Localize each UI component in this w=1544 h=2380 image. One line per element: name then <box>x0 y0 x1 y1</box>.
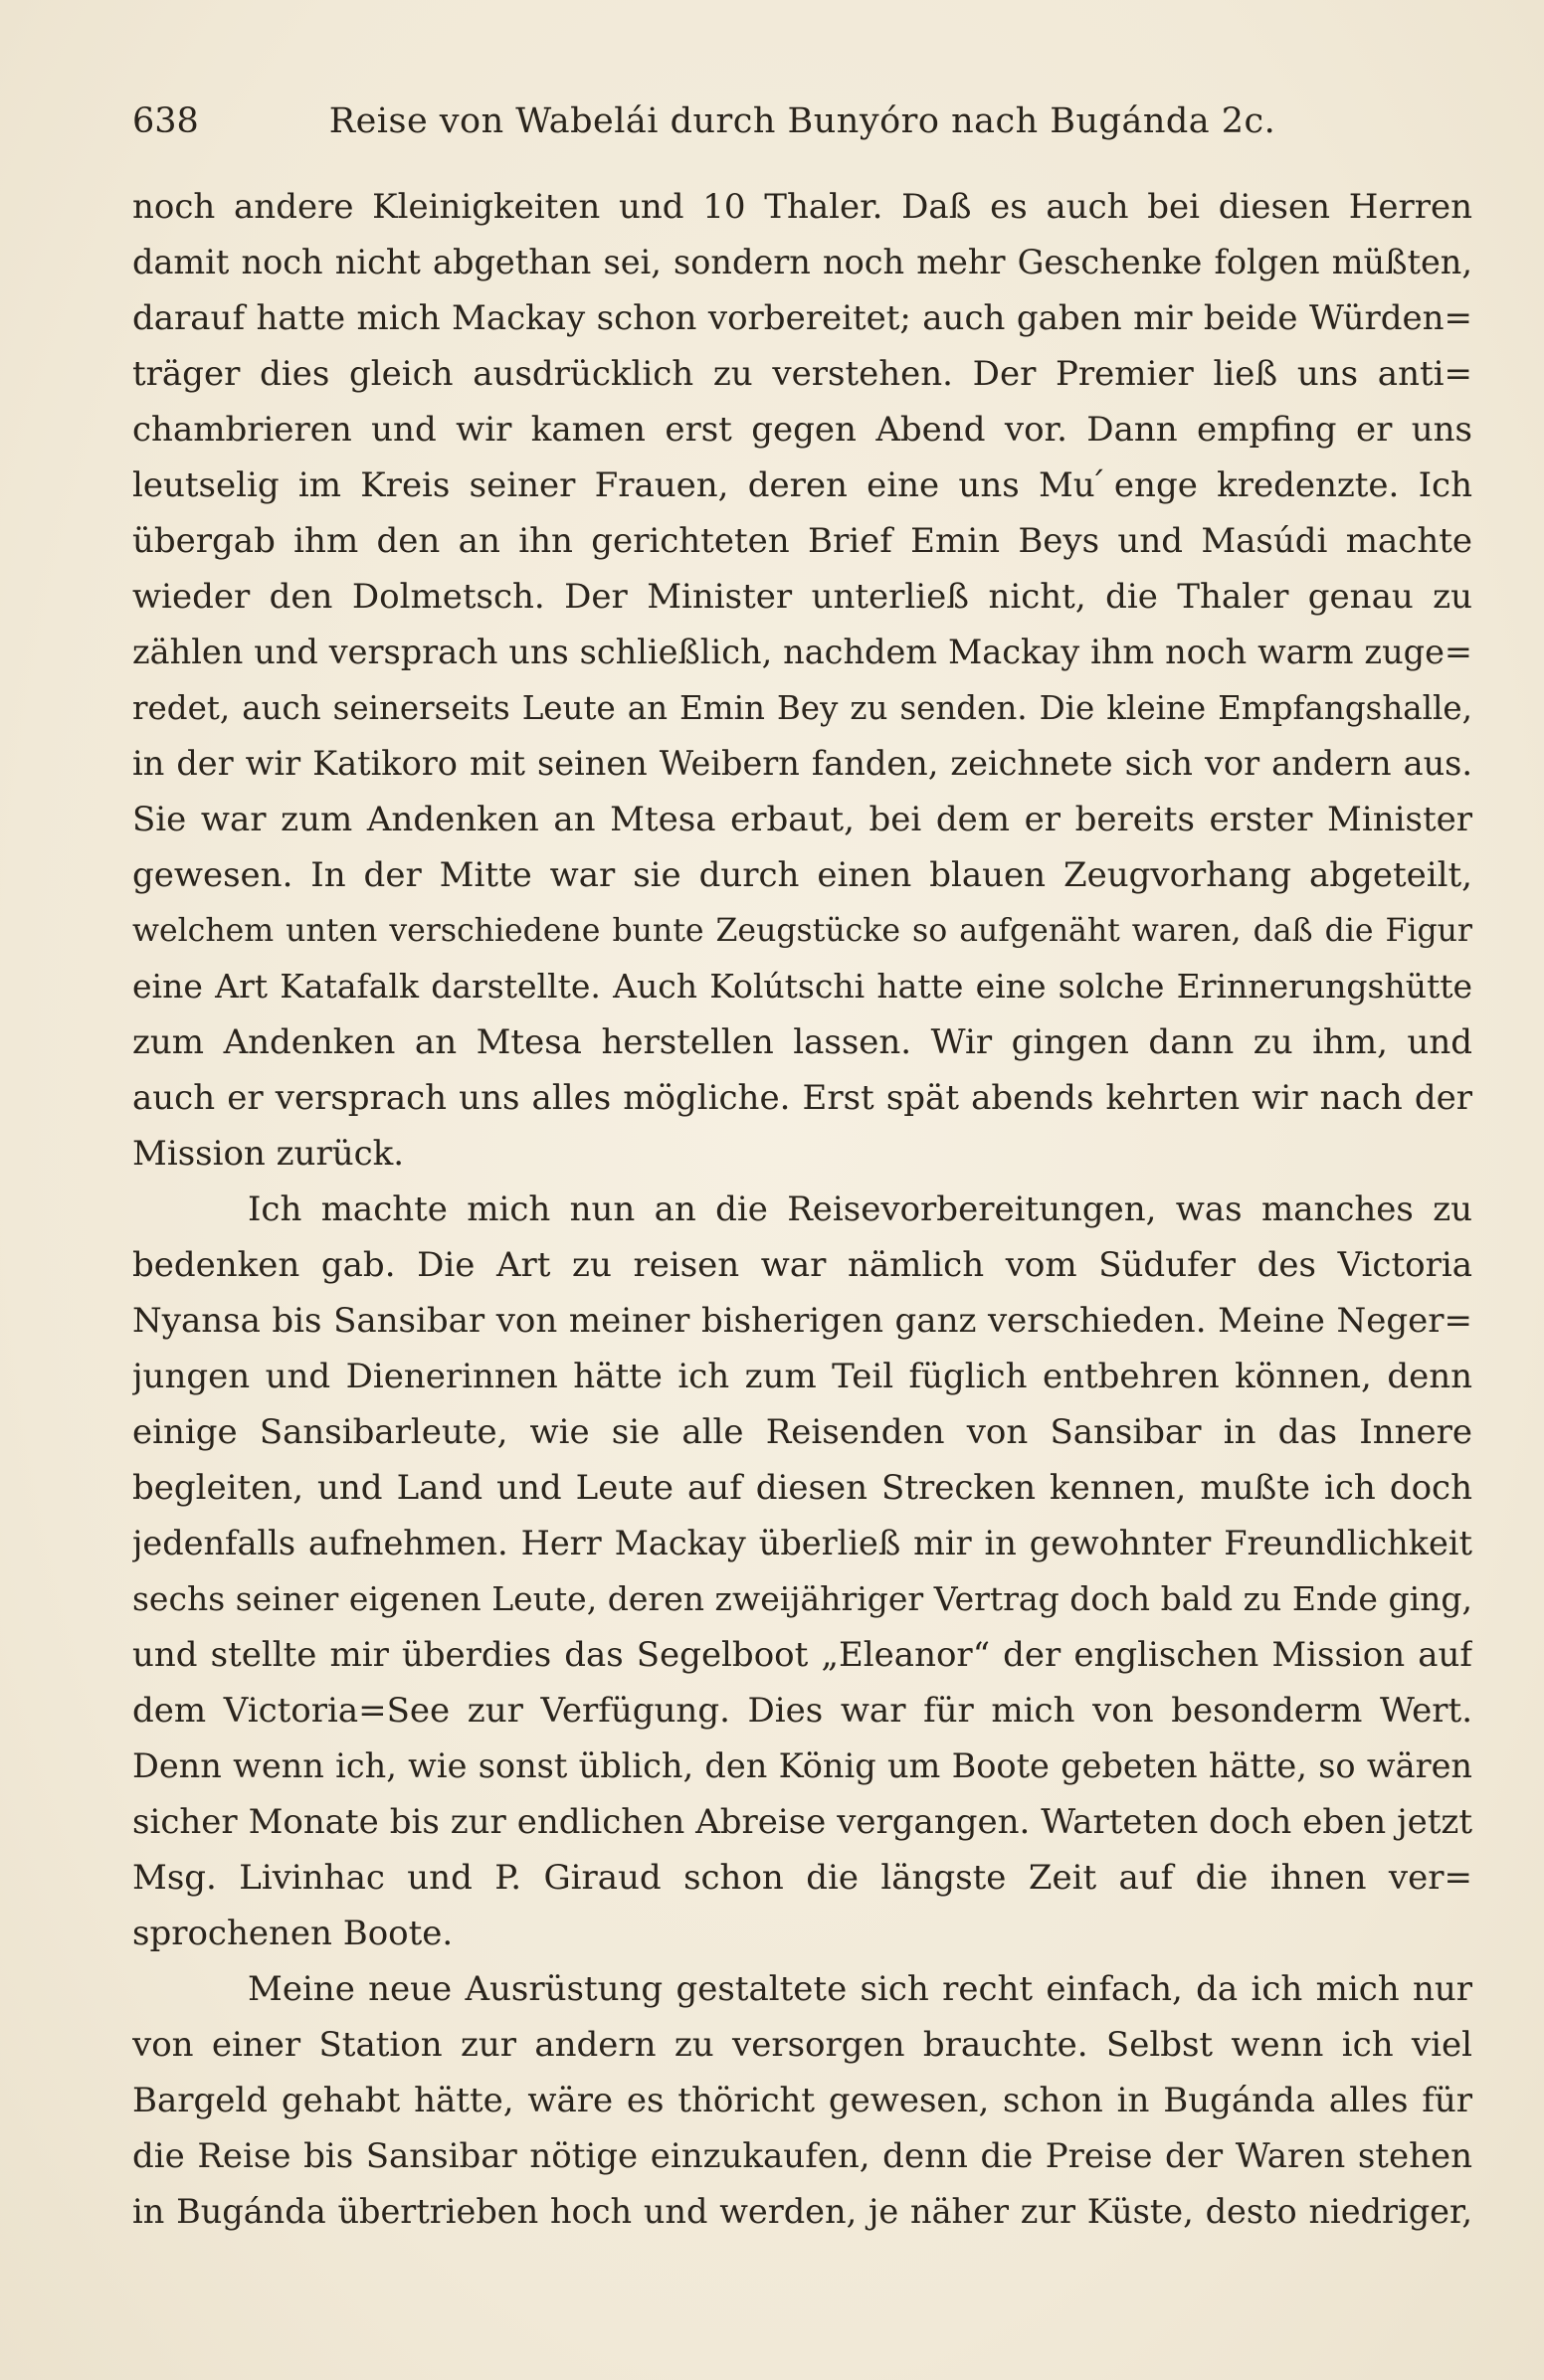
text-line: damit noch nicht abgethan sei, sondern noch mehr Geschenke folgen müßten, <box>132 243 1472 281</box>
text-line: und stellte mir überdies das Segelboot „Eleanor“ der englischen Mission auf <box>132 1635 1472 1675</box>
text-line: redet, auch seinerseits Leute an Emin Bey zu senden. Die kleine Empfangshalle, <box>132 689 1472 727</box>
text-line: Nyansa bis Sansibar von meiner bisherigen ganz verschieden. Meine Neger= <box>132 1301 1472 1341</box>
text-line: chambrieren und wir kamen erst gegen Abend vor. Dann empfing er uns <box>132 410 1472 450</box>
text-line: zum Andenken an Mtesa herstellen lassen. Wir gingen dann zu ihm, und <box>132 1022 1472 1062</box>
text-line: Bargeld gehabt hätte, wäre es thöricht gewesen, schon in Bugánda alles für <box>132 2081 1472 2120</box>
text-line: begleiten, und Land und Leute auf diesen Strecken kennen, mußte ich doch <box>132 1468 1472 1508</box>
text-line: jungen und Dienerinnen hätte ich zum Teil füglich entbehren können, denn <box>132 1357 1472 1396</box>
text-line: sprochenen Boote. <box>132 1914 454 1953</box>
text-line: Sie war zum Andenken an Mtesa erbaut, bei dem er bereits erster Minister <box>132 800 1472 839</box>
text-line: von einer Station zur andern zu versorgen brauchte. Selbst wenn ich viel <box>132 2025 1472 2065</box>
text-line: sicher Monate bis zur endlichen Abreise vergangen. Warteten doch eben jetzt <box>132 1802 1472 1842</box>
text-line: eine Art Katafalk darstellte. Auch Kolútschi hatte eine solche Erinnerungshütte <box>132 967 1472 1006</box>
text-line: darauf hatte mich Mackay schon vorbereitet; auch gaben mir beide Würden= <box>132 298 1472 338</box>
text-line: übergab ihm den an ihn gerichteten Brief Emin Beys und Masúdi machte <box>132 521 1472 561</box>
text-line: zählen und versprach uns schließlich, nachdem Mackay ihm noch warm zuge= <box>132 633 1472 671</box>
text-line: gewesen. In der Mitte war sie durch einen blauen Zeugvorhang abgeteilt, <box>132 855 1472 895</box>
body-text <box>132 179 1472 2240</box>
text-line: in Bugánda übertrieben hoch und werden, je näher zur Küste, desto niedriger, <box>132 2192 1472 2231</box>
text-line: sechs seiner eigenen Leute, deren zweijähriger Vertrag doch bald zu Ende ging, <box>132 1579 1472 1618</box>
text-line: träger dies gleich ausdrücklich zu verstehen. Der Premier ließ uns anti= <box>132 354 1472 394</box>
text-line: jedenfalls aufnehmen. Herr Mackay überließ mir in gewohnter Freundlichkeit <box>132 1524 1472 1562</box>
text-line: Ich machte mich nun an die Reisevorbereitungen, was manches zu <box>248 1190 1472 1229</box>
text-line: einige Sansibarleute, wie sie alle Reisenden von Sansibar in das Innere <box>132 1412 1472 1452</box>
text-line: auch er versprach uns alles mögliche. Erst spät abends kehrten wir nach der <box>132 1078 1472 1118</box>
text-line: Msg. Livinhac und P. Giraud schon die längste Zeit auf die ihnen ver= <box>132 1858 1472 1898</box>
text-line: noch andere Kleinigkeiten und 10 Thaler. Daß es auch bei diesen Herren <box>132 187 1472 227</box>
text-line: dem Victoria=See zur Verfügung. Dies war für mich von besonderm Wert. <box>132 1691 1472 1731</box>
text-line: wieder den Dolmetsch. Der Minister unterließ nicht, die Thaler genau zu <box>132 577 1472 617</box>
text-line: Denn wenn ich, wie sonst üblich, den König um Boote gebeten hätte, so wären <box>132 1746 1472 1785</box>
text-line: leutselig im Kreis seiner Frauen, deren eine uns Mu ́enge kredenzte. Ich <box>132 465 1472 505</box>
text-line: die Reise bis Sansibar nötige einzukaufen, denn die Preise der Waren stehen <box>132 2136 1472 2176</box>
text-line: bedenken gab. Die Art zu reisen war nämlich vom Südufer des Victoria <box>132 1245 1472 1285</box>
page-number: 638 <box>132 101 199 141</box>
paragraph-2 <box>132 1182 1472 1961</box>
running-head <box>132 92 1472 151</box>
text-line: Mission zurück. <box>132 1134 405 1174</box>
running-title: Reise von Wabelái durch Bunyóro nach Bugánda 2c. <box>328 101 1276 141</box>
text-line: in der wir Katikoro mit seinen Weibern fanden, zeichnete sich vor andern aus. <box>132 744 1472 783</box>
text-line: welchem unten verschiedene bunte Zeugstücke so aufgenäht waren, daß die Figur <box>132 913 1472 949</box>
paragraph-3 <box>132 1961 1472 2240</box>
text-line: Meine neue Ausrüstung gestaltete sich recht einfach, da ich mich nur <box>248 1969 1472 2009</box>
paragraph-1 <box>132 179 1472 1182</box>
